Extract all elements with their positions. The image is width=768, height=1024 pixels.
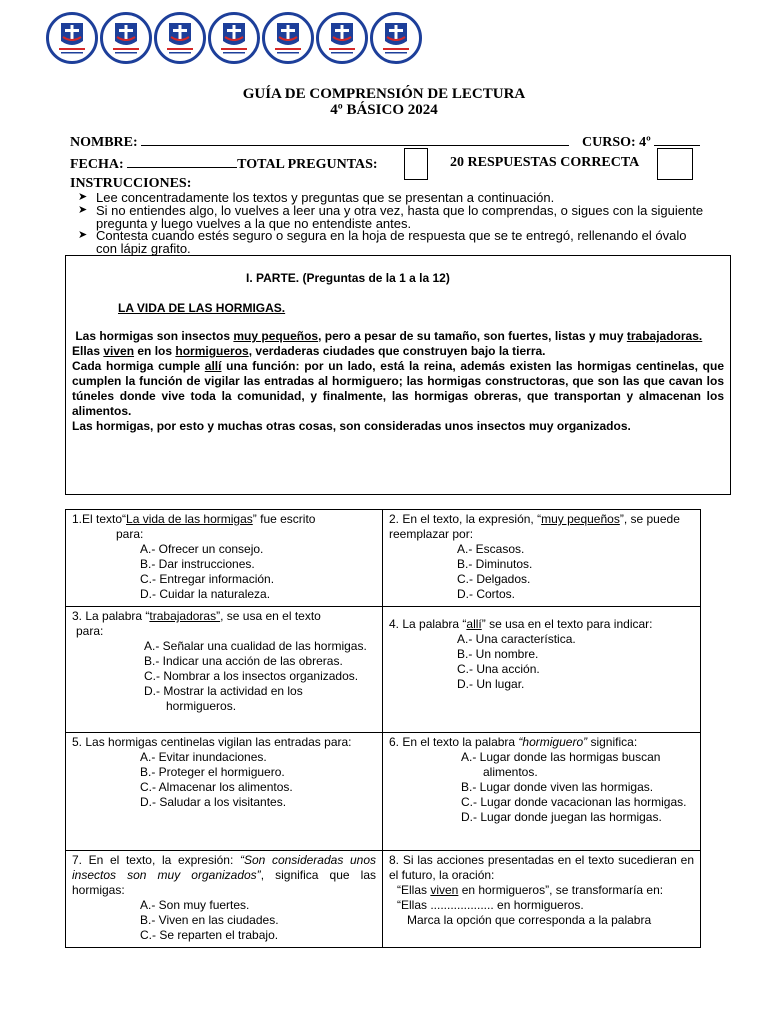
reading-passage xyxy=(65,255,731,495)
page-subtitle: 4º BÁSICO 2024 xyxy=(330,102,438,118)
option-d: D.- Cortos. xyxy=(457,587,516,601)
option-a: A.- Ofrecer un consejo. xyxy=(140,542,264,556)
option-d: D.- Mostrar la actividad en los hormigueros. xyxy=(144,684,303,713)
option-b: B.- Indicar una acción de las obreras. xyxy=(144,654,343,668)
option-c: C.- Entregar información. xyxy=(140,572,275,586)
reading-title: LA VIDA DE LAS HORMIGAS. xyxy=(118,301,286,315)
respuestas-correctas-label: 20 RESPUESTAS CORRECTA xyxy=(450,155,640,170)
school-crest-icon xyxy=(100,12,152,64)
school-crest-icon xyxy=(316,12,368,64)
total-preguntas-label: TOTAL PREGUNTAS: xyxy=(237,157,378,172)
question-7: 7. En el texto, la expresión: “Son consideradas unos insectos son muy organizados”, significa que las hormigas: A.- Son muy fuertes. B.- Viven en las ciudades. C.- Se reparten el trabajo. xyxy=(66,851,383,948)
question-1: 1.El texto“La vida de las hormigas” fue escrito para: A.- Ofrecer un consejo. B.- Dar instrucciones. C.- Entregar información. D.- Cuidar la naturaleza. xyxy=(66,510,383,607)
instruction-item: ➤ Si no entiendes algo, lo vuelves a leer una y otra vez, hasta que lo comprendas, o sigues con la siguiente pregunta y luego vuelves a la que no entendiste antes. xyxy=(78,203,704,231)
option-a: A.- Evitar inundaciones. xyxy=(140,750,267,764)
option-d: D.- Lugar donde juegan las hormigas. xyxy=(461,810,662,824)
page-title: GUÍA DE COMPRENSIÓN DE LECTURA xyxy=(242,86,526,102)
question-6: 6. En el texto la palabra “hormiguero” significa: A.- Lugar donde las hormigas buscan alimentos. B.- Lugar donde viven las hormigas. C.- Lugar donde vacacionan las hormigas. D.- Lugar donde juegan las hormigas. xyxy=(383,733,701,851)
question-4: 4. La palabra “allí” se usa en el texto para indicar: A.- Una característica. B.- Un nombre. C.- Una acción. D.- Un lugar. xyxy=(383,607,701,733)
question-3: 3. La palabra “trabajadoras”, se usa en el texto para: A.- Señalar una cualidad de las hormigas. B.- Indicar una acción de las obreras. C.- Nombrar a los insectos organizados. D.- Mostrar la actividad en los hormigueros. xyxy=(66,607,383,733)
option-b: B.- Un nombre. xyxy=(457,647,539,661)
option-c: C.- Una acción. xyxy=(457,662,540,676)
paragraph: Las hormigas, por esto y muchas otras cosas, son consideradas unos insectos muy organizados. xyxy=(72,419,631,433)
option-a: A.- Son muy fuertes. xyxy=(140,898,250,912)
curso-field[interactable] xyxy=(654,133,700,146)
option-b: B.- Proteger el hormiguero. xyxy=(140,765,285,779)
option-c: C.- Lugar donde vacacionan las hormigas. xyxy=(461,795,687,809)
option-b: B.- Dar instrucciones. xyxy=(140,557,255,571)
arrow-bullet-icon: ➤ xyxy=(78,191,88,203)
school-crest-icon xyxy=(208,12,260,64)
fecha-field[interactable] xyxy=(127,155,237,168)
paragraph: Ellas viven en los hormigueros, verdaderas ciudades que construyen bajo la tierra. xyxy=(72,344,546,358)
option-d: D.- Un lugar. xyxy=(457,677,525,691)
instruction-item: ➤ Lee concentradamente los textos y preguntas que se presentan a continuación. xyxy=(78,190,555,205)
questions-table xyxy=(65,509,701,948)
arrow-bullet-icon: ➤ xyxy=(78,229,88,241)
nombre-row xyxy=(70,133,569,151)
option-a: A.- Señalar una cualidad de las hormigas. xyxy=(144,639,367,653)
curso-label: CURSO: 4º xyxy=(582,135,651,150)
option-a: A.- Una característica. xyxy=(457,632,576,646)
option-c: C.- Se reparten el trabajo. xyxy=(140,928,279,942)
option-a: A.- Escasos. xyxy=(457,542,525,556)
instructions-title: INSTRUCCIONES: xyxy=(70,176,192,191)
school-crest-icon xyxy=(154,12,206,64)
paragraph: Las hormigas son insectos muy pequeños, pero a pesar de su tamaño, son fuertes, listas y muy trabajadoras. xyxy=(75,329,703,343)
arrow-bullet-icon: ➤ xyxy=(78,204,88,216)
option-c: C.- Nombrar a los insectos organizados. xyxy=(144,669,359,683)
option-d: D.- Saludar a los visitantes. xyxy=(140,795,287,809)
question-8: 8. Si las acciones presentadas en el texto sucedieran en el futuro, la oración: “Ellas viven en hormigueros”, se transformaría en: “Ellas ................... en hormigueros. Marca la opción que corresponda a la palabra xyxy=(383,851,701,948)
total-preguntas-box[interactable] xyxy=(404,148,428,180)
school-crest-icon xyxy=(262,12,314,64)
option-d: D.- Cuidar la naturaleza. xyxy=(140,587,271,601)
question-2: 2. En el texto, la expresión, “muy pequeños”, se puede reemplazar por: A.- Escasos. B.- Diminutos. C.- Delgados. D.- Cortos. xyxy=(383,510,701,607)
school-crest-icon xyxy=(46,12,98,64)
fecha-row xyxy=(70,155,378,173)
paragraph: Cada hormiga cumple allí una función: por un lado, está la reina, además existen las hormigas centinelas, que cumplen la función de vigilar las entradas al hormiguero; las hormigas constructoras, que son las que cavan los túneles donde vive toda la comunidad, y finalmente, las hormigas obreras, que transportan y almacenan los alimentos. xyxy=(72,359,724,418)
reading-text xyxy=(72,329,724,434)
nombre-field[interactable] xyxy=(141,133,569,146)
option-b: B.- Lugar donde viven las hormigas. xyxy=(461,780,654,794)
option-c: C.- Almacenar los alimentos. xyxy=(140,780,293,794)
option-b: B.- Viven en las ciudades. xyxy=(140,913,279,927)
option-b: B.- Diminutos. xyxy=(457,557,533,571)
respuestas-correctas-box[interactable] xyxy=(657,148,693,180)
option-c: C.- Delgados. xyxy=(457,572,531,586)
question-5: 5. Las hormigas centinelas vigilan las entradas para: A.- Evitar inundaciones. B.- Proteger el hormiguero. C.- Almacenar los alimentos. D.- Saludar a los visitantes. xyxy=(66,733,383,851)
nombre-label: NOMBRE: xyxy=(70,135,138,150)
school-crest-icon xyxy=(370,12,422,64)
instruction-item: ➤ Contesta cuando estés seguro o segura en la hoja de respuesta que se te entregó, rellenando el óvalo con lápiz grafito. xyxy=(78,228,687,256)
part-heading: I. PARTE. (Preguntas de la 1 a la 12) xyxy=(246,271,450,285)
fecha-label: FECHA: xyxy=(70,157,124,172)
option-a: A.- Lugar donde las hormigas buscan alimentos. xyxy=(461,750,661,779)
school-logos xyxy=(46,12,422,64)
